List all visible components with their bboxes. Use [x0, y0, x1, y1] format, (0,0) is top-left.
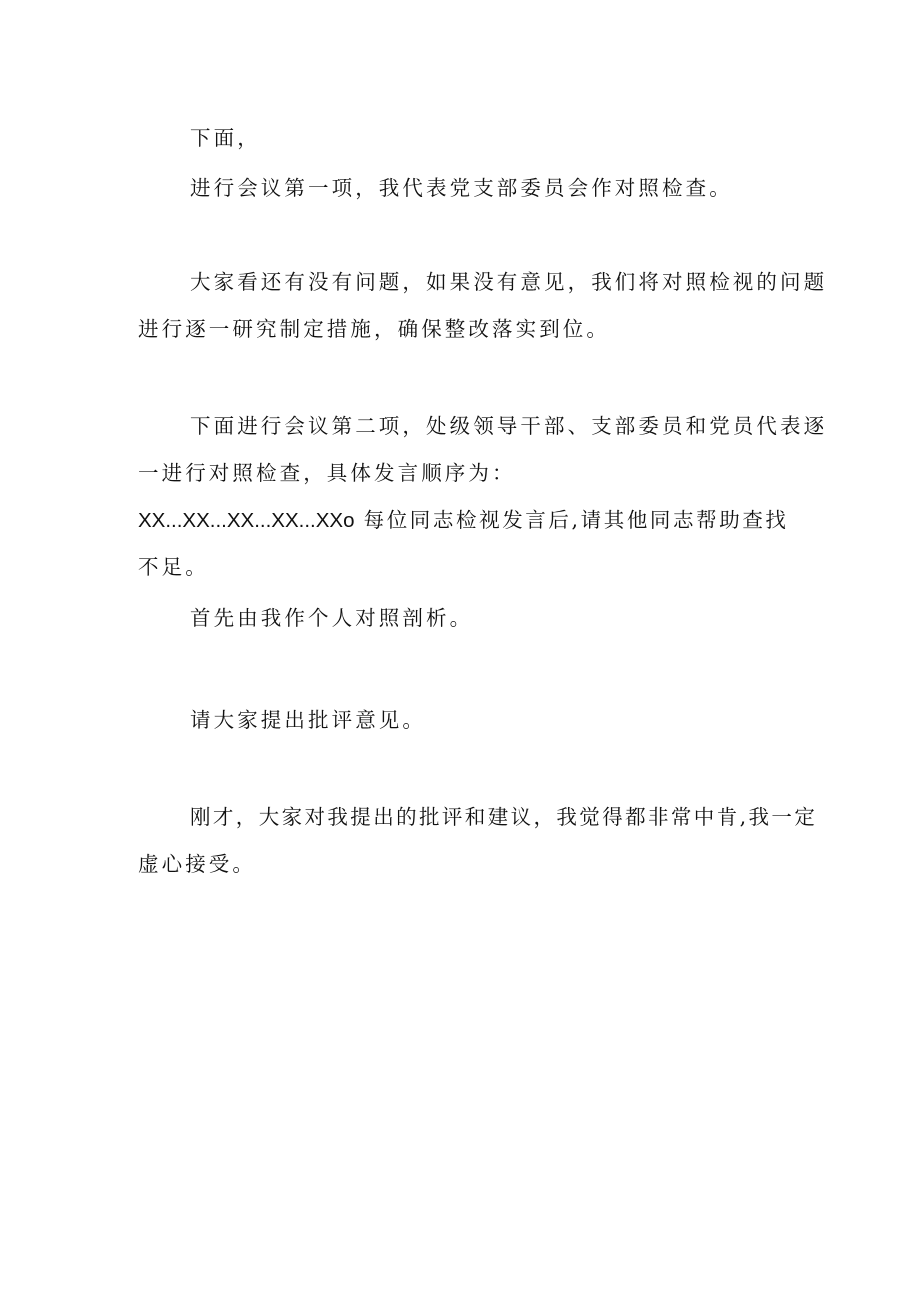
paragraph-line: 下面， [190, 126, 261, 150]
paragraph-line [138, 508, 789, 533]
speaker-order-placeholder: XX...XX...XX...XX...XXo [138, 509, 355, 532]
paragraph-line: 请大家提出批评意见。 [190, 708, 426, 732]
paragraph-line: 一进行对照检查，具体发言顺序为： [138, 461, 516, 485]
paragraph-line: 不足。 [138, 555, 209, 579]
paragraph-line: 进行会议第一项，我代表党支部委员会作对照检查。 [190, 176, 733, 200]
paragraph-line: 下面进行会议第二项，处级领导干部、支部委员和党员代表逐 [190, 414, 828, 438]
paragraph-text: 每位同志检视发言后,请其他同志帮助查找 [363, 508, 789, 532]
paragraph-line: 刚才，大家对我提出的批评和建议，我觉得都非常中肯,我一定 [190, 805, 818, 829]
paragraph-line: 大家看还有没有问题，如果没有意见，我们将对照检视的问题 [190, 270, 828, 294]
paragraph-line: 虚心接受。 [138, 852, 256, 876]
paragraph-line: 首先由我作个人对照剖析。 [190, 606, 474, 630]
paragraph-line: 进行逐一研究制定措施，确保整改落实到位。 [138, 317, 610, 341]
